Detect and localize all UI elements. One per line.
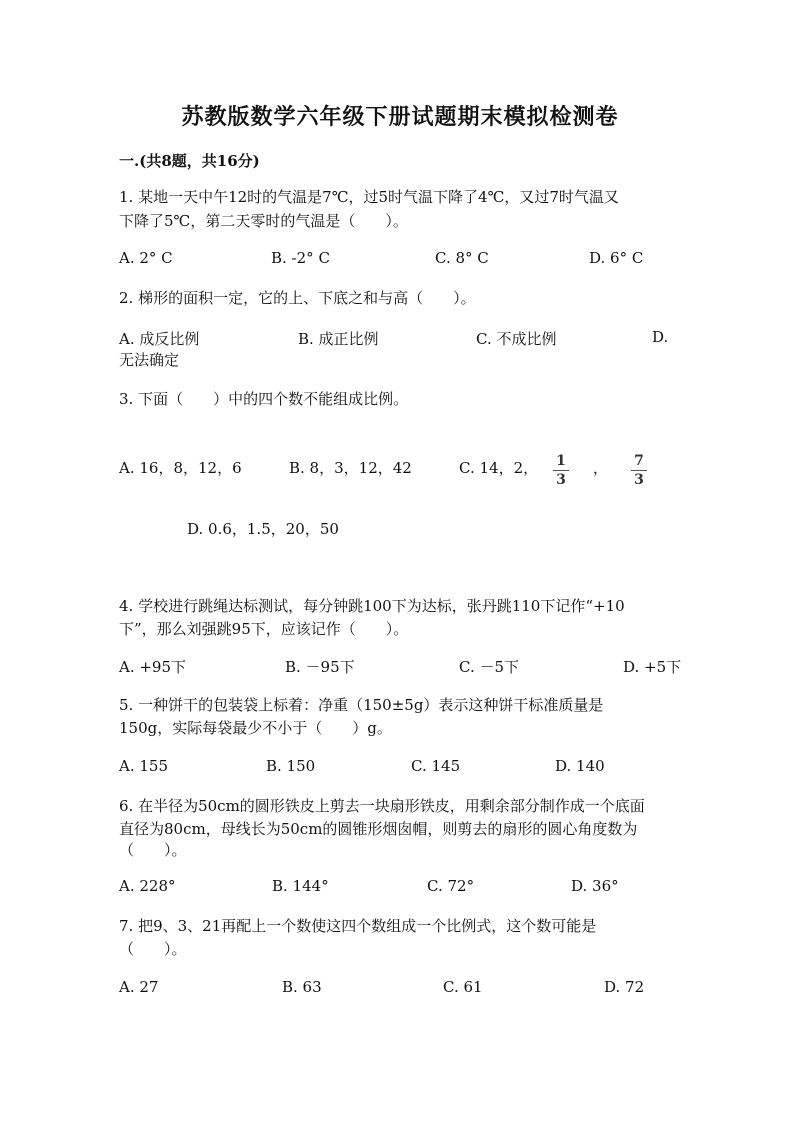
option-c: C. 72° [427,877,475,895]
fraction-denominator: 3 [634,472,644,488]
option-a: A. +95下 [119,658,187,676]
option-c: C. 8° C [435,249,489,267]
question-text-line: 4. 学校进行跳绳达标测试，每分钟跳100下为达标，张丹跳110下记作“+10 [119,597,625,615]
option-d: D. +5下 [623,658,682,676]
option-d-continued: 无法确定 [119,351,180,369]
option-b: B. 8，3，12，42 [289,459,412,477]
option-c: C. －5下 [459,658,520,676]
option-a: A. 成反比例 [119,330,200,348]
question-text-line: 6. 在半径为50cm的圆形铁皮上剪去一块扇形铁皮，用剩余部分制作成一个底面 [119,797,645,815]
fraction-numerator: 1 [556,453,566,469]
question-text-line: （ ）。 [119,841,187,859]
fraction-one-third [553,453,569,488]
fraction-numerator: 7 [634,453,644,469]
option-c: C. 14，2， [459,459,539,477]
option-d: D. 6° C [589,249,644,267]
question-text-line: 7. 把9、3、21再配上一个数使这四个数组成一个比例式，这个数可能是 [119,917,597,935]
section-heading: 一.(共8题，共16分) [119,152,260,170]
option-c: C. 61 [443,978,483,996]
option-d: D. 0.6，1.5，20，50 [187,520,339,538]
option-b: B. 150 [266,757,316,775]
question-text-line: 下降了5℃，第二天零时的气温是（ ）。 [119,212,408,230]
option-b: B. -2° C [271,249,330,267]
exam-title: 苏教版数学六年级下册试题期末模拟检测卷 [181,104,619,130]
question-text-line: 5. 一种饼干的包装袋上标着：净重（150±5g）表示这种饼干标准质量是 [119,696,604,714]
question-text-line: 3. 下面（ ）中的四个数不能组成比例。 [119,390,409,408]
option-a: A. 27 [119,978,159,996]
option-c: C. 不成比例 [476,330,557,348]
question-text-line: 直径为80cm，母线长为50cm的圆锥形烟囱帽，则剪去的扇形的圆心角度数为 [119,820,638,838]
option-a: A. 2° C [119,249,173,267]
fraction-seven-thirds [631,453,647,488]
question-text-line: 2. 梯形的面积一定，它的上、下底之和与高（ ）。 [119,289,476,307]
option-d: D. 140 [555,757,605,775]
option-a: A. 228° [119,877,176,895]
fraction-denominator: 3 [556,472,566,488]
option-b: B. －95下 [285,658,355,676]
separator-comma: ， [593,459,609,477]
question-text-line: 150g，实际每袋最少不小于（ ）g。 [119,719,392,737]
option-b: B. 63 [282,978,322,996]
option-c: C. 145 [411,757,461,775]
option-d: D. 36° [571,877,619,895]
option-d: D. [652,328,669,346]
question-text-line: 1. 某地一天中午12时的气温是7℃，过5时气温下降了4℃，又过7时气温又 [119,188,619,206]
option-b: B. 144° [272,877,329,895]
option-b: B. 成正比例 [298,330,379,348]
option-d: D. 72 [604,978,645,996]
question-text-line: 下”，那么刘强跳95下，应该记作（ ）。 [119,620,409,638]
option-a: A. 155 [119,757,168,775]
question-text-line: （ ）。 [119,940,187,958]
option-a: A. 16，8，12，6 [119,459,242,477]
